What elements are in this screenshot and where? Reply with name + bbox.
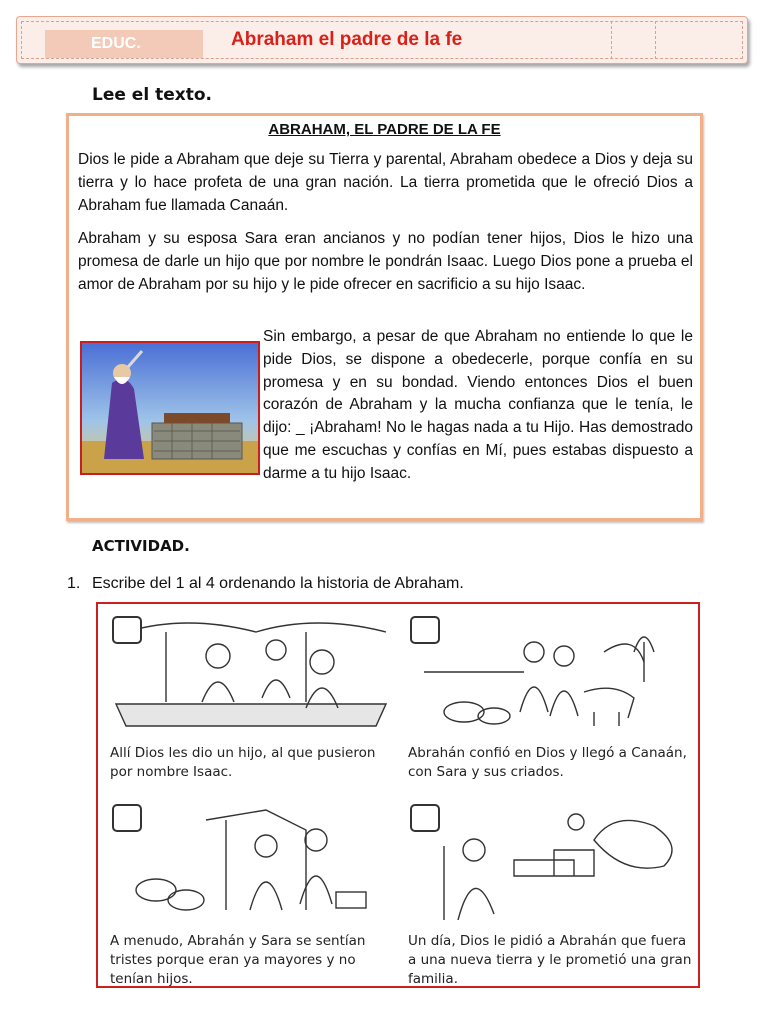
reading-paragraph: Abraham y su esposa Sara eran ancianos y no podían tener hijos, Dios le hizo una promesa de darle un hijo que por nombre le pondrán Isaac. Luego Dios pone a prueba el amor de Abraham por su hijo y le pide ofrecer en sacrificio a su hijo Isaac. — [78, 230, 693, 293]
task-number: 1. — [67, 575, 81, 592]
ordering-activity — [96, 602, 700, 988]
scene-illustration — [106, 800, 398, 928]
sacrifice-illustration — [80, 341, 260, 475]
page-title: Abraham el padre de la fe — [231, 29, 463, 50]
task-text: Escribe del 1 al 4 ordenando la historia de Abraham. — [92, 575, 464, 592]
order-input-box[interactable] — [112, 804, 142, 832]
banner-divider — [655, 21, 656, 59]
reading-paragraph: Dios le pide a Abraham que deje su Tierra y parental, Abraham obedece a Dios y deja su tierra y lo hace profeta de una gran nación. La tierra prometida que le ofreció Dios a Abraham fue llamada Canaán. — [78, 151, 693, 214]
order-input-box[interactable] — [410, 804, 440, 832]
scene-illustration — [404, 612, 696, 740]
scene-card — [106, 612, 398, 798]
scene-caption: A menudo, Abrahán y Sara se sentían tristes porque eran ya mayores y no tenían hijos. — [110, 933, 366, 987]
reading-paragraph: Sin embargo, a pesar de que Abraham no entiende lo que le pide Dios, se dispone a obedecerle, porque confía en su promesa y en su bondad. Viendo entonces Dios el buen corazón de Abraham y la mucha confianza que le tenía, le dijo: _ ¡Abraham! No le hagas nada a tu Hijo. Has demostrado que me escuchas y confías en Mí, pues estabas dispuesto a darme a tu hijo Isaac. — [263, 328, 693, 482]
task-instruction — [67, 575, 464, 593]
reading-title: ABRAHAM, EL PADRE DE LA FE — [268, 121, 501, 138]
subject-badge: EDUC. — [45, 30, 203, 58]
activity-title: ACTIVIDAD. — [92, 537, 190, 555]
scene-caption: Allí Dios les dio un hijo, al que pusieron por nombre Isaac. — [110, 745, 376, 780]
scene-card — [404, 612, 696, 798]
scene-illustration — [106, 612, 398, 740]
order-input-box[interactable] — [112, 616, 142, 644]
banner-divider — [611, 21, 612, 59]
instruction-text: Lee el texto. — [92, 85, 212, 105]
scene-caption: Un día, Dios le pidió a Abrahán que fuera a una nueva tierra y le prometió una gran familia. — [408, 933, 692, 987]
header-banner — [16, 16, 748, 64]
scene-caption: Abrahán confió en Dios y llegó a Canaán, con Sara y sus criados. — [408, 745, 687, 780]
scene-card — [404, 800, 696, 986]
order-input-box[interactable] — [410, 616, 440, 644]
scene-illustration — [404, 800, 696, 928]
reading-box — [66, 113, 703, 521]
scene-card — [106, 800, 398, 986]
